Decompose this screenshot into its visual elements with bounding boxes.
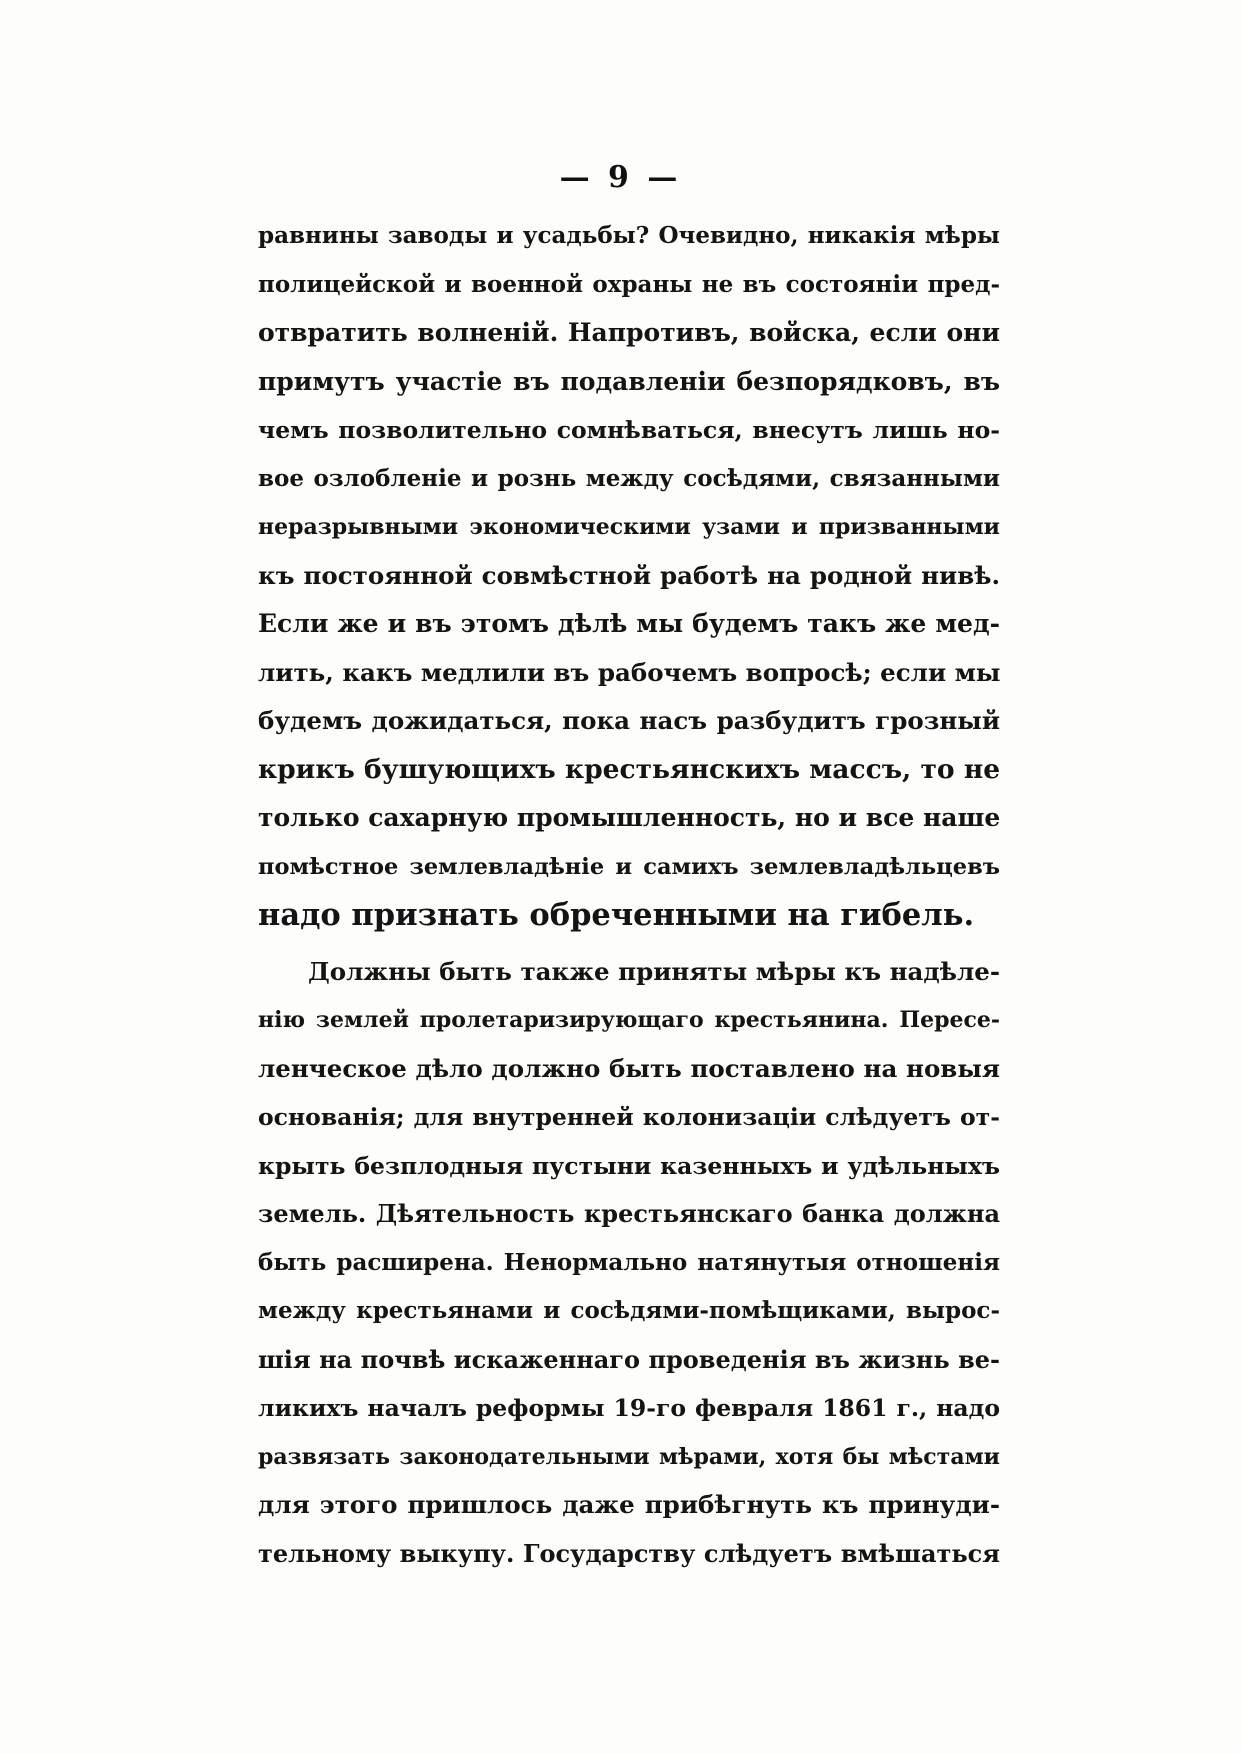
text-line: нію землей пролетаризирующаго крестьянина. Пересе- — [258, 1007, 1000, 1033]
text-line: Если же и въ этомъ дѣлѣ мы будемъ такъ же мед- — [258, 609, 1000, 638]
paragraph-gap — [258, 940, 1000, 948]
text-line: земель. Дѣятельность крестьянскаго банка должна — [258, 1199, 1000, 1228]
text-line: вое озлобленіе и рознь между сосѣдями, связанными — [258, 464, 1000, 492]
text-line: крыть безплодныя пустыни казенныхъ и удѣльныхъ — [258, 1151, 1000, 1180]
text-line: тельному выкупу. Государству слѣдуетъ вмѣшаться — [258, 1538, 1000, 1568]
text-line: лить, какъ медлили въ рабочемъ вопросѣ; если мы — [258, 657, 1000, 687]
paragraph-1 — [258, 212, 1000, 940]
text-line: крикъ бушующихъ крестьянскихъ массъ, то не — [258, 753, 1000, 785]
text-line: ликихъ началъ реформы 19-го февраля 1861 г., надо — [258, 1394, 1000, 1422]
text-line: шія на почвѣ искаженнаго проведенія въ жизнь ве- — [258, 1344, 1000, 1374]
text-line: ленческое дѣло должно быть поставлено на новыя — [258, 1053, 1000, 1083]
text-line: къ постоянной совмѣстной работѣ на родной нивѣ. — [258, 560, 1000, 590]
text-line: будемъ дожидаться, пока насъ разбудитъ грозный — [258, 706, 1000, 735]
text-line: отвратить волненій. Напротивъ, войска, если они — [258, 318, 1000, 347]
text-line: надо признать обреченными на гибель. — [258, 897, 975, 933]
text-line: для этого пришлось даже прибѣгнуть къ принуди- — [258, 1490, 1000, 1519]
text-line: полицейской и военной охраны не въ состояніи пред- — [258, 270, 1000, 298]
text-line: равнины заводы и усадьбы? Очевидно, никакія мѣры — [258, 222, 1000, 249]
text-line: между крестьянами и сосѣдями-помѣщиками, вырос- — [258, 1297, 1000, 1324]
text-line: неразрывными экономическими узами и призванными — [258, 514, 1000, 540]
text-line: помѣстное землевладѣніе и самихъ землевладѣльцевъ — [258, 853, 1000, 880]
text-line: быть расширена. Ненормально натянутыя отношенія — [258, 1248, 1000, 1276]
paragraph-2 — [258, 948, 1000, 1579]
text-line: развязать законодательными мѣрами, хотя бы мѣстами — [258, 1443, 1000, 1470]
text-line: чемъ позволительно сомнѣваться, внесутъ лишь но- — [258, 416, 1000, 444]
text-line: только сахарную промышленность, но и все наше — [258, 803, 1000, 832]
text-line: основанія; для внутренней колонизаціи слѣдуетъ от- — [258, 1103, 1000, 1131]
page-number: — 9 — — [559, 160, 682, 195]
text-line: примутъ участіе въ подавленіи безпорядковъ, въ — [258, 366, 1000, 396]
text-line: Должны быть также приняты мѣры къ надѣле- — [308, 956, 1000, 986]
body-text — [258, 212, 1000, 1578]
